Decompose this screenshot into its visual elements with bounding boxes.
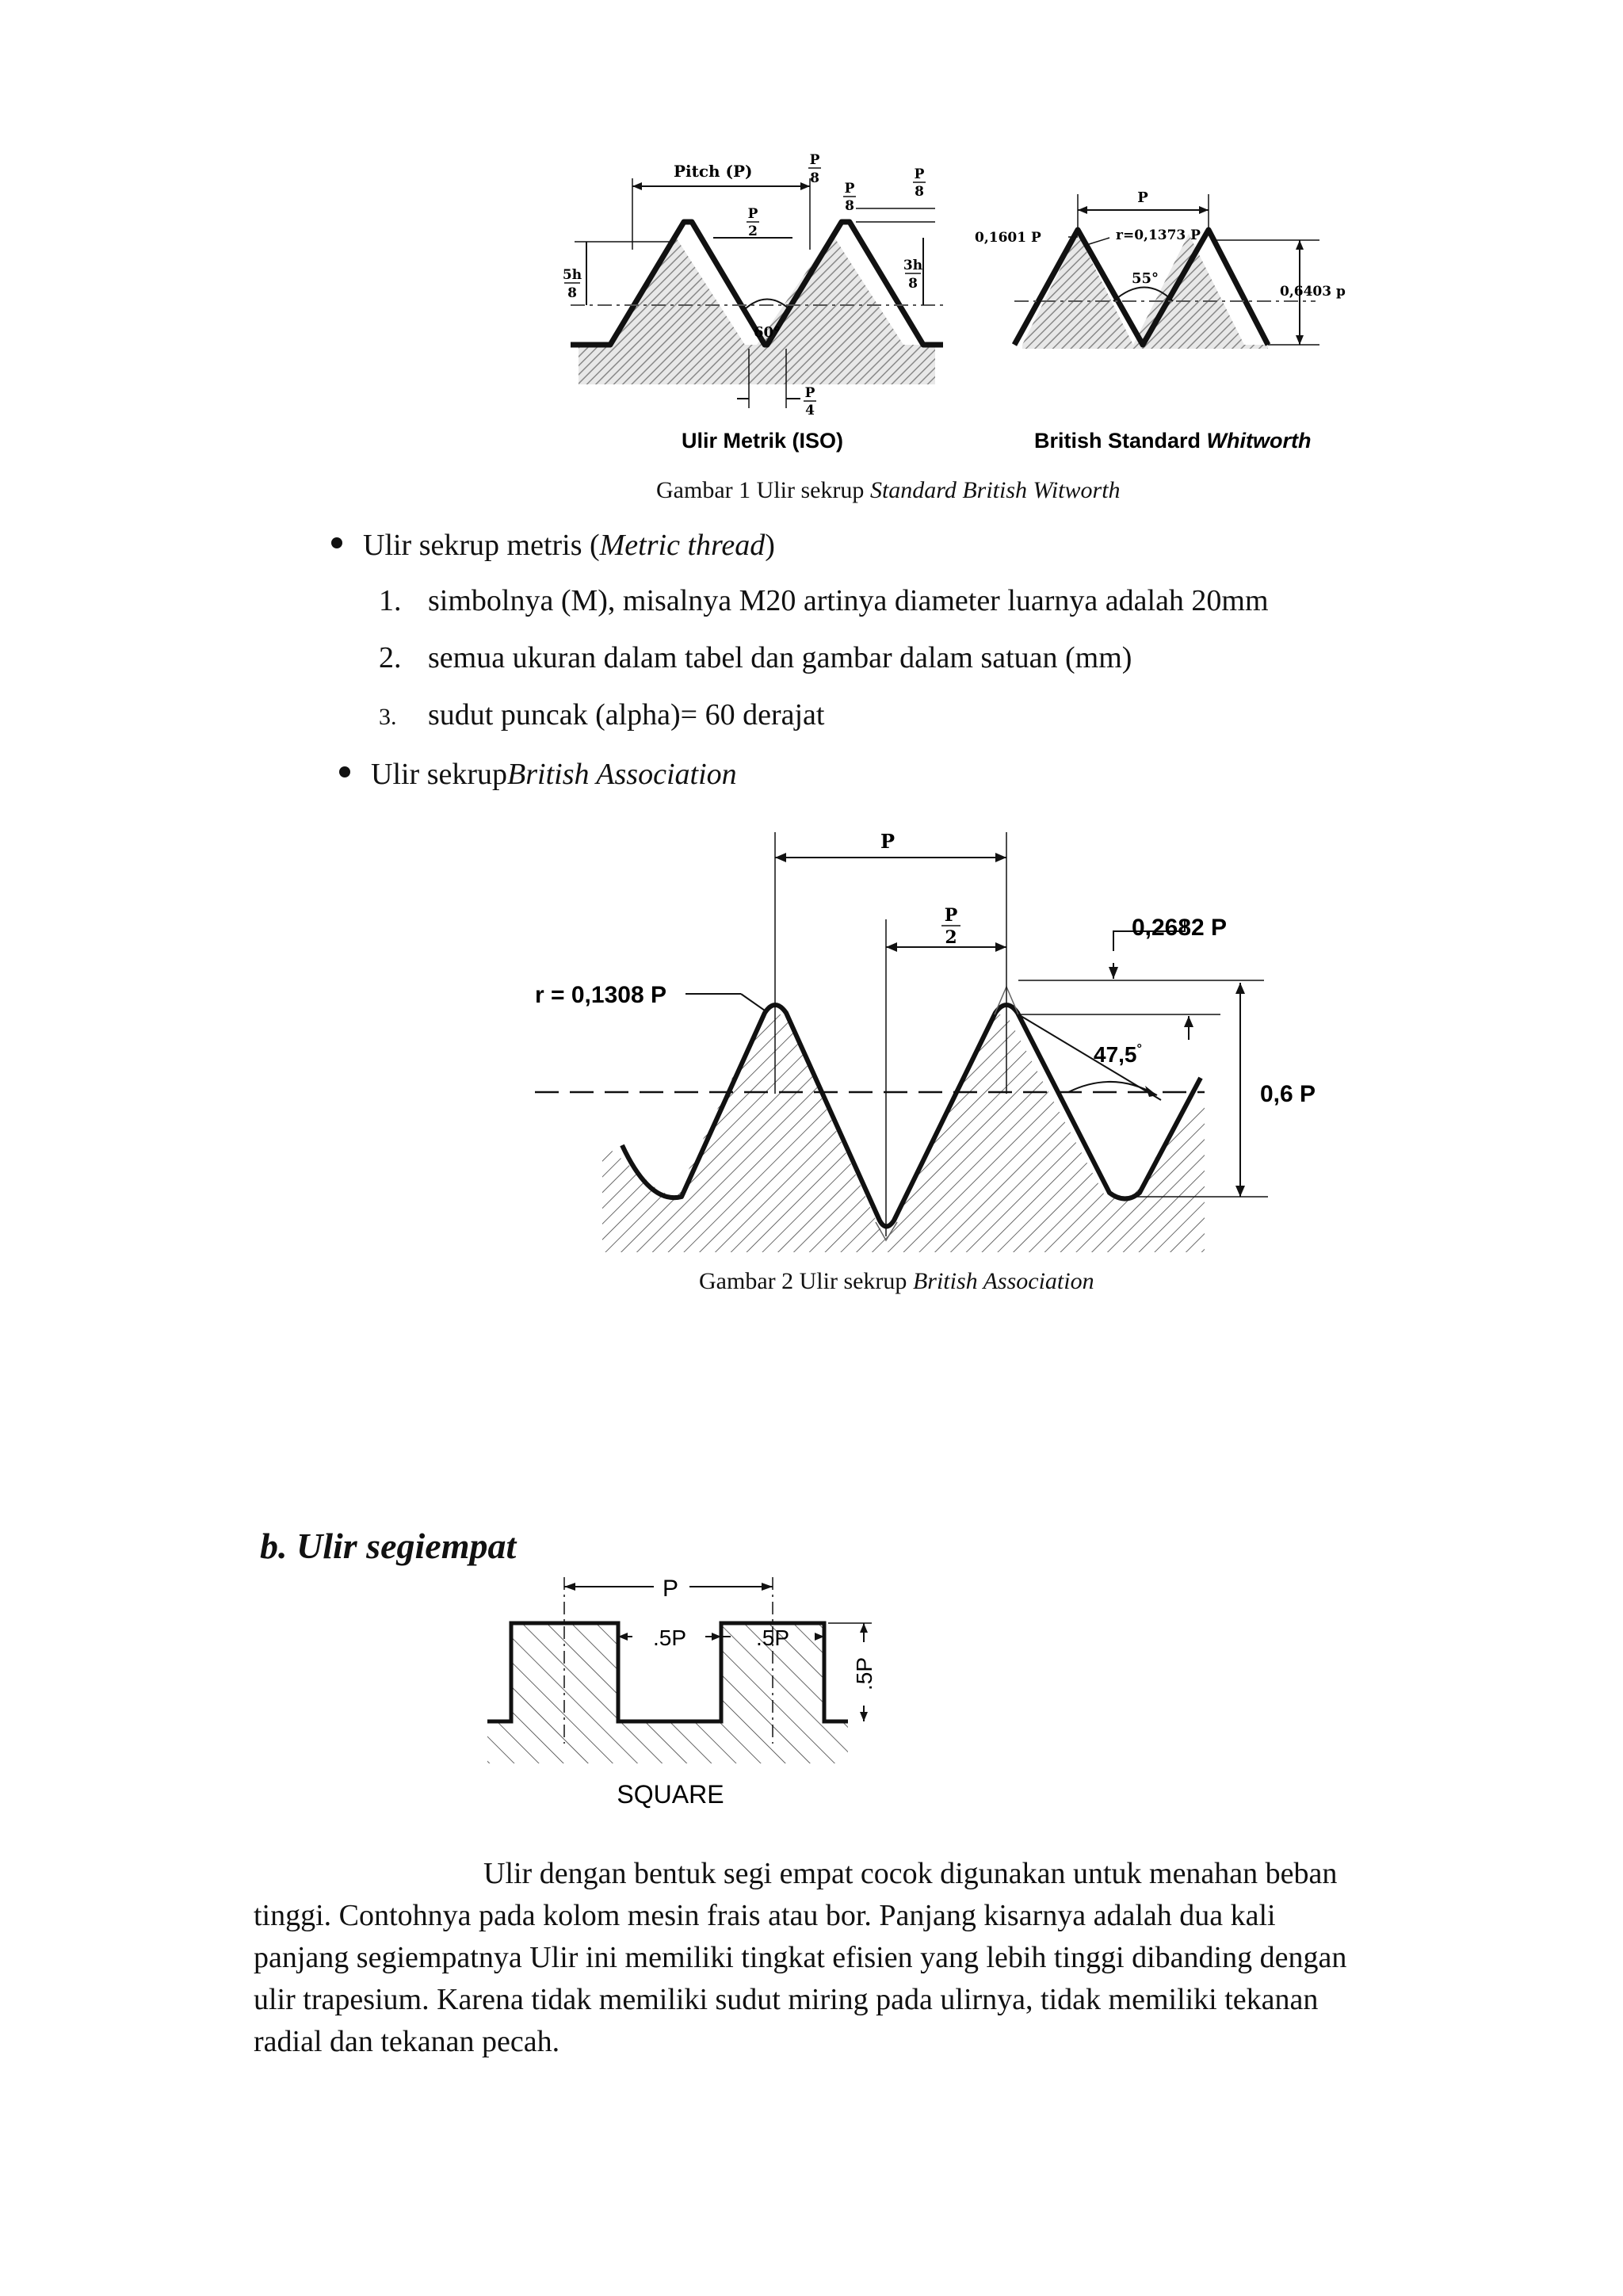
whitworth-radius: r=0,1373 P: [1116, 227, 1201, 243]
sq-half-right: .5P: [755, 1626, 790, 1650]
whitworth-title: British Standard Whitworth: [1034, 429, 1312, 453]
figure-1-thread-profiles: [555, 147, 1347, 472]
svg-text:P: P: [1137, 189, 1148, 206]
sq-pitch-label: P: [662, 1577, 679, 1602]
sq-half-vertical: .5P: [852, 1656, 876, 1691]
svg-text:8: 8: [567, 285, 577, 301]
iso-pitch-label: Pitch (P): [674, 162, 753, 181]
svg-text:8: 8: [810, 170, 819, 186]
svg-text:4: 4: [805, 403, 815, 418]
ba-radius-label: r = 0,1308 P: [535, 982, 666, 1008]
iso-thread-diagram: [563, 152, 943, 418]
iso-title: Ulir Metrik (ISO): [682, 429, 844, 453]
whitworth-height: 0,6403 p: [1280, 284, 1346, 300]
svg-text:P: P: [747, 206, 758, 222]
svg-text:8: 8: [845, 198, 854, 214]
ba-top-dim: 0,2682 P: [1131, 915, 1228, 941]
bullet-british-association: Ulir sekrup British Association: [339, 757, 737, 792]
bullet-metric-thread: Ulir sekrup metris ( Metric thread ): [331, 528, 775, 563]
iso-angle-label: 60°: [753, 324, 781, 341]
svg-text:2: 2: [748, 223, 758, 239]
svg-text:5h: 5h: [562, 267, 582, 283]
svg-text:P: P: [914, 166, 925, 182]
svg-text:P: P: [944, 905, 958, 926]
svg-text:P: P: [809, 152, 820, 168]
svg-text:3h: 3h: [903, 258, 923, 273]
svg-text:8: 8: [908, 276, 918, 292]
figure-2-british-association: [523, 816, 1347, 1260]
sq-half-left: .5P: [652, 1626, 687, 1650]
bullet-dot: [331, 537, 342, 548]
whitworth-left-dim: 0,1601 P: [975, 230, 1041, 246]
list-item: 3. sudut puncak (alpha)= 60 derajat: [379, 698, 825, 732]
ba-angle-label: 47,5°: [1094, 1042, 1142, 1067]
figure-1-caption: Gambar 1 Ulir sekrup Standard British Witworth: [656, 477, 1121, 503]
sq-caption: SQUARE: [617, 1780, 724, 1809]
svg-text:P: P: [804, 385, 815, 401]
whitworth-angle: 55°: [1131, 270, 1159, 287]
svg-text:8: 8: [915, 184, 924, 200]
ba-pitch-label: P: [880, 830, 896, 853]
whitworth-thread-diagram: [975, 189, 1346, 349]
figure-3-square-thread: [475, 1577, 888, 1815]
svg-text:P: P: [844, 181, 855, 197]
list-item: 2. semua ukuran dalam tabel dan gambar dalam satuan (mm): [379, 641, 1132, 674]
ba-height-label: 0,6 P: [1260, 1081, 1316, 1107]
svg-text:2: 2: [945, 927, 957, 948]
bullet-dot: [339, 766, 350, 777]
list-item: 1. simbolnya (M), misalnya M20 artinya diameter luarnya adalah 20mm: [379, 584, 1269, 617]
section-heading: b. Ulir segiempat: [260, 1526, 517, 1566]
body-paragraph: Ulir dengan bentuk segi empat cocok digunakan untuk menahan beban tinggi. Contohnya pada kolom mesin frais atau bor. Panjang kisarnya adalah dua kali panjang segiempatnya Ulir ini memiliki tingkat efisien yang lebih tinggi dibanding dengan ulir trapesium. Karena tidak memiliki sudut miring pada ulirnya, tidak memiliki tekanan radial dan tekanan pecah.: [254, 1857, 1347, 2058]
figure-2-caption: Gambar 2 Ulir sekrup British Association: [699, 1268, 1094, 1294]
